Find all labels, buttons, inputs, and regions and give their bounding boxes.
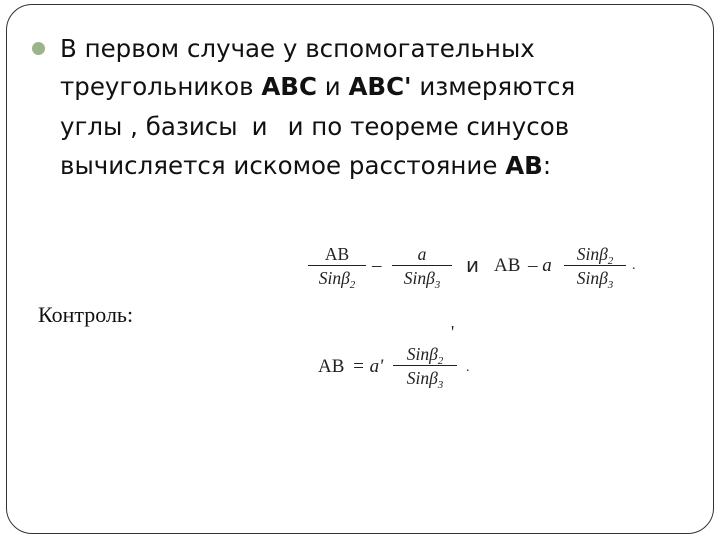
formula2-lhs: АВ [318, 356, 345, 377]
line-4-part-a: вычисляется искомое расстояние [60, 151, 506, 180]
formula2-denominator: Sinβ$_3$ [406, 368, 444, 391]
distance-ab: АВ [505, 151, 543, 180]
formula1-lhs-fraction [308, 243, 366, 290]
line-3-conj: и [251, 112, 268, 141]
formula1-ab: АВ [494, 255, 521, 276]
text-line-2 [60, 68, 575, 106]
formula2-prime: ' [451, 322, 455, 342]
control-label: Контроль: [38, 302, 134, 327]
formula1-ratio-fraction [564, 243, 626, 290]
formula1-relation-1: – [372, 255, 382, 276]
formula1-lhs-denominator: Sinβ$_2$ [318, 268, 356, 291]
text-line-1 [60, 30, 535, 68]
triangle-abc-prime: АВС' [348, 72, 412, 101]
line-2-part-a: треугольников [60, 72, 262, 101]
formula1-conjunction: и [466, 253, 479, 277]
formula1-ratio-denominator: Sinβ$_3$ [576, 268, 614, 291]
line-2-part-e: измеряются [411, 72, 576, 101]
line-3-part-c: и по теореме синусов [287, 112, 570, 141]
formula2-fraction [393, 343, 457, 390]
triangle-abc: АВС [261, 72, 317, 101]
formula1-rhs-numerator: a [417, 244, 427, 264]
line-4-colon: : [542, 151, 552, 180]
line-1-text: В первом случае у вспомогательных [60, 34, 535, 63]
formula1-rhs-fraction [392, 243, 452, 290]
bullet-dot-icon [32, 42, 45, 55]
formula1-ratio-numerator: Sinβ$_2$ [576, 244, 614, 267]
formula2-relation: = a' [352, 356, 384, 377]
text-line-4 [60, 147, 551, 185]
line-3-part-a: углы , базисы [60, 112, 238, 141]
line-2-conj: и [316, 72, 349, 101]
formula1-relation-2: – a [528, 255, 552, 276]
formula1-end: . [632, 258, 636, 273]
formula2-end: . [466, 360, 470, 375]
formula1-rhs-denominator: Sinβ$_3$ [403, 268, 441, 291]
formula1-lhs-numerator: АВ [324, 244, 350, 264]
formula2-numerator: Sinβ$_2$ [406, 344, 444, 367]
text-line-3 [60, 108, 569, 146]
